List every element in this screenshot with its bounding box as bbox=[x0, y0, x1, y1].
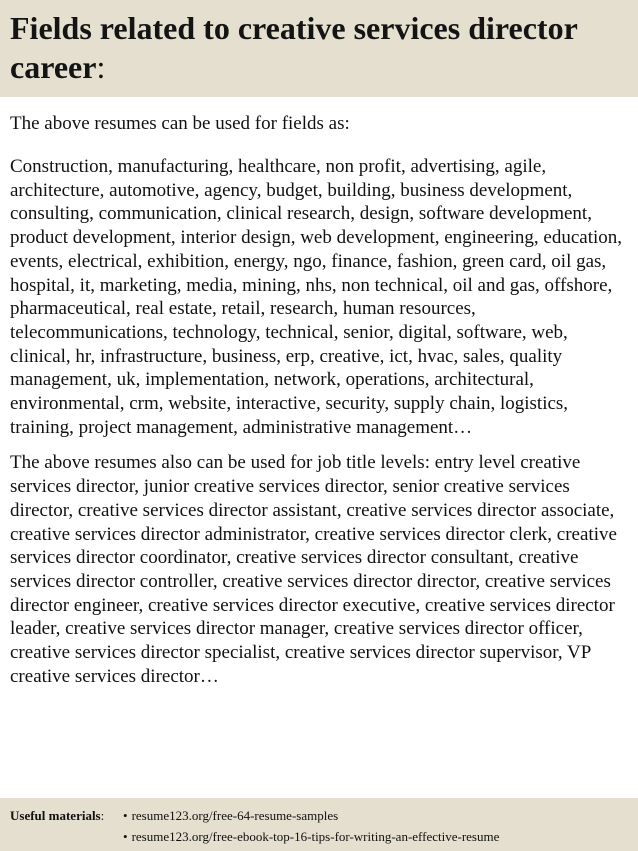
useful-materials-footer bbox=[0, 798, 638, 851]
title-banner bbox=[0, 0, 638, 97]
footer-spacer bbox=[10, 826, 123, 847]
useful-materials-label-text: Useful materials bbox=[10, 808, 101, 823]
fields-paragraph: Construction, manufacturing, healthcare, non profit, advertising, agile, architecture, automotive, agency, budget, building, business development, consulting, communication, clinical research, design, software development, product development, interior design, web development, engineering, education, events, electrical, exhibition, energy, ngo, finance, fashion, green card, oil gas, hospital, it, marketing, media, mining, nhs, non technical, oil and gas, offshore, pharmaceutical, real estate, retail, research, human resources, telecommunications, technology, technical, senior, digital, software, web, clinical, hr, infrastructure, business, erp, creative, ict, hvac, sales, quality management, uk, implementation, network, operations, architectural, environmental, crm, website, interactive, security, supply chain, logistics, training, project management, administrative management… bbox=[10, 156, 623, 438]
page-title-colon: : bbox=[96, 49, 106, 85]
job-levels-paragraph: The above resumes also can be used for job title levels: entry level creative services director, junior creative services director, senior creative services director, creative services director assistant, creative services director associate, creative services director administrator, creative services director clerk, creative services director coordinator, creative services director consultant, creative services director controller, creative services director director, creative services director engineer, creative services director executive, creative services director leader, creative services director manager, creative services director officer, creative services director specialist, creative services director supervisor, VP creative services director… bbox=[10, 452, 617, 687]
bullet-icon: • bbox=[123, 829, 128, 844]
useful-materials-label bbox=[10, 805, 123, 826]
footer-row-1 bbox=[10, 805, 628, 826]
footer-row-2 bbox=[10, 826, 628, 847]
intro-text: The above resumes can be used for fields as: bbox=[10, 113, 350, 134]
link-free-ebook-tips[interactable]: resume123.org/free-ebook-top-16-tips-for-writing-an-effective-resume bbox=[131, 829, 500, 844]
bullet-icon: • bbox=[123, 808, 128, 823]
page-title bbox=[10, 9, 628, 87]
useful-materials-label-colon: : bbox=[100, 808, 105, 823]
link-free-resume-samples[interactable]: resume123.org/free-64-resume-samples bbox=[131, 808, 339, 823]
page-title-text: Fields related to creative services director career bbox=[10, 10, 578, 85]
main-content bbox=[0, 97, 638, 688]
